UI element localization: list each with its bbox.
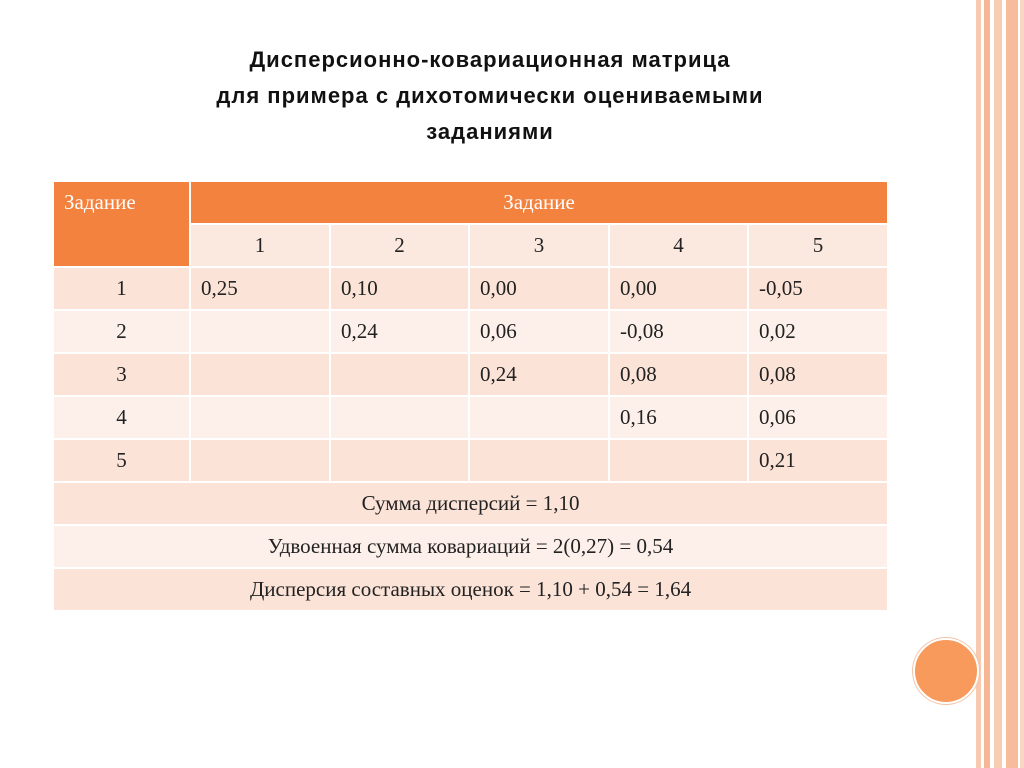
empty-cell [190, 439, 330, 482]
variance-cell: 0,21 [748, 439, 888, 482]
header-row [53, 181, 888, 224]
corner-header: Задание [53, 181, 190, 267]
table-row [53, 310, 888, 353]
decor-stripe [976, 0, 981, 768]
column-header: 4 [609, 224, 748, 267]
decor-stripe [1006, 0, 1018, 768]
column-header: 1 [190, 224, 330, 267]
summary-row [53, 525, 888, 568]
covariance-cell: 0,02 [748, 310, 888, 353]
variance-cell: 0,16 [609, 396, 748, 439]
row-label: 3 [53, 353, 190, 396]
covariance-cell: 0,08 [609, 353, 748, 396]
row-label: 1 [53, 267, 190, 310]
covariance-sum-text: Удвоенная сумма ковариаций = 2(0,27) = 0,54 [53, 525, 888, 568]
empty-cell [330, 439, 469, 482]
empty-cell [609, 439, 748, 482]
variance-sum-text: Сумма дисперсий = 1,10 [53, 482, 888, 525]
decor-stripe [984, 0, 990, 768]
covariance-cell: -0,05 [748, 267, 888, 310]
column-header: 5 [748, 224, 888, 267]
composite-variance-text: Дисперсия составных оценок = 1,10 + 0,54 = 1,64 [53, 568, 888, 611]
table-row [53, 396, 888, 439]
covariance-matrix-table [52, 180, 889, 612]
title-line-1: Дисперсионно-ковариационная матрица [249, 47, 731, 72]
covariance-cell: 0,00 [609, 267, 748, 310]
decor-stripe [1020, 0, 1024, 768]
decor-stripe [994, 0, 1002, 768]
variance-cell: 0,24 [469, 353, 609, 396]
covariance-cell: 0,00 [469, 267, 609, 310]
title-line-2: для примера с дихотомически оцениваемыми [216, 83, 764, 108]
empty-cell [190, 396, 330, 439]
empty-cell [330, 396, 469, 439]
table-row [53, 439, 888, 482]
top-header: Задание [190, 181, 888, 224]
covariance-cell: 0,06 [748, 396, 888, 439]
empty-cell [330, 353, 469, 396]
title-line-3: заданиями [426, 119, 554, 144]
covariance-cell: 0,08 [748, 353, 888, 396]
empty-cell [469, 396, 609, 439]
covariance-cell: 0,10 [330, 267, 469, 310]
summary-row [53, 568, 888, 611]
empty-cell [190, 353, 330, 396]
column-header: 3 [469, 224, 609, 267]
variance-cell: 0,25 [190, 267, 330, 310]
decor-circle [913, 638, 979, 704]
row-label: 2 [53, 310, 190, 353]
table-row [53, 353, 888, 396]
summary-row [53, 482, 888, 525]
covariance-cell: 0,06 [469, 310, 609, 353]
empty-cell [190, 310, 330, 353]
row-label: 5 [53, 439, 190, 482]
empty-cell [469, 439, 609, 482]
slide-title [60, 42, 920, 150]
column-header: 2 [330, 224, 469, 267]
row-label: 4 [53, 396, 190, 439]
covariance-cell: -0,08 [609, 310, 748, 353]
table-row [53, 267, 888, 310]
variance-cell: 0,24 [330, 310, 469, 353]
